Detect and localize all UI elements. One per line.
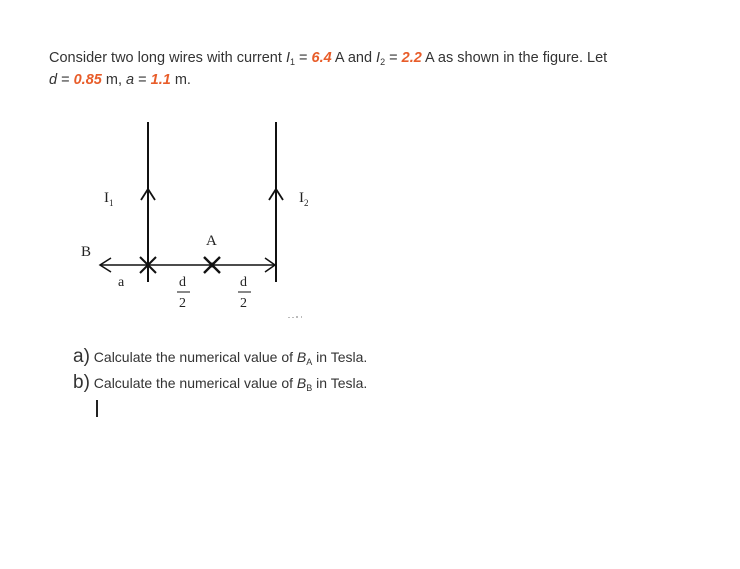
field-subscript-a: A (306, 357, 313, 367)
label-point-b: B (81, 244, 92, 260)
problem-statement (49, 47, 689, 91)
question-b-suffix: in Tesla. (312, 375, 368, 391)
field-b-symbol: B (296, 375, 307, 391)
equals-sign: = (134, 72, 151, 88)
distance-a-value: 1.1 (150, 72, 171, 88)
question-b-letter: b) (73, 372, 90, 393)
text-cursor[interactable] (96, 400, 98, 417)
distance-a-symbol: a (126, 72, 135, 88)
question-a-text: Calculate the numerical value of (93, 349, 297, 365)
label-current-2: $I_2$ (299, 190, 309, 208)
current-1-subscript: 1 (289, 57, 295, 67)
equals-sign: = (385, 50, 402, 66)
field-subscript-b: B (306, 383, 313, 393)
after-current-2-text: A as shown in the figure. Let (421, 50, 608, 66)
label-half-d-2-numerator: d (240, 275, 247, 290)
distance-d-symbol: d (49, 72, 58, 88)
faint-scan-artifact (288, 316, 320, 319)
label-half-d-1-numerator: d (179, 275, 186, 290)
question-a-suffix: in Tesla. (312, 349, 368, 365)
problem-intro: Consider two long wires with current (49, 50, 286, 66)
question-b-text: Calculate the numerical value of (93, 375, 297, 391)
unit-m-comma: m, (101, 72, 127, 88)
label-point-a: A (206, 233, 217, 249)
field-b-symbol: B (296, 349, 307, 365)
label-distance-a: a (118, 275, 125, 290)
and-text: A and (331, 50, 377, 66)
wire-figure (60, 110, 320, 330)
question-a-letter: a) (73, 346, 90, 367)
question-b (73, 370, 367, 396)
unit-m-end: m. (170, 72, 191, 88)
current-1-symbol: I (285, 50, 290, 66)
current-1-value: 6.4 (311, 50, 332, 66)
current-2-value: 2.2 (401, 50, 422, 66)
equals-sign: = (294, 50, 312, 66)
current-2-symbol: I (376, 50, 381, 66)
question-a (73, 344, 367, 370)
point-a-dot (210, 263, 215, 268)
label-half-d-1-denominator: 2 (179, 296, 186, 311)
current-2-subscript: 2 (380, 57, 386, 67)
label-current-1: $I_1$ (104, 190, 114, 208)
equals-sign: = (57, 72, 74, 88)
distance-d-value: 0.85 (73, 72, 102, 88)
label-half-d-2-denominator: 2 (240, 296, 247, 311)
question-list (73, 344, 367, 396)
